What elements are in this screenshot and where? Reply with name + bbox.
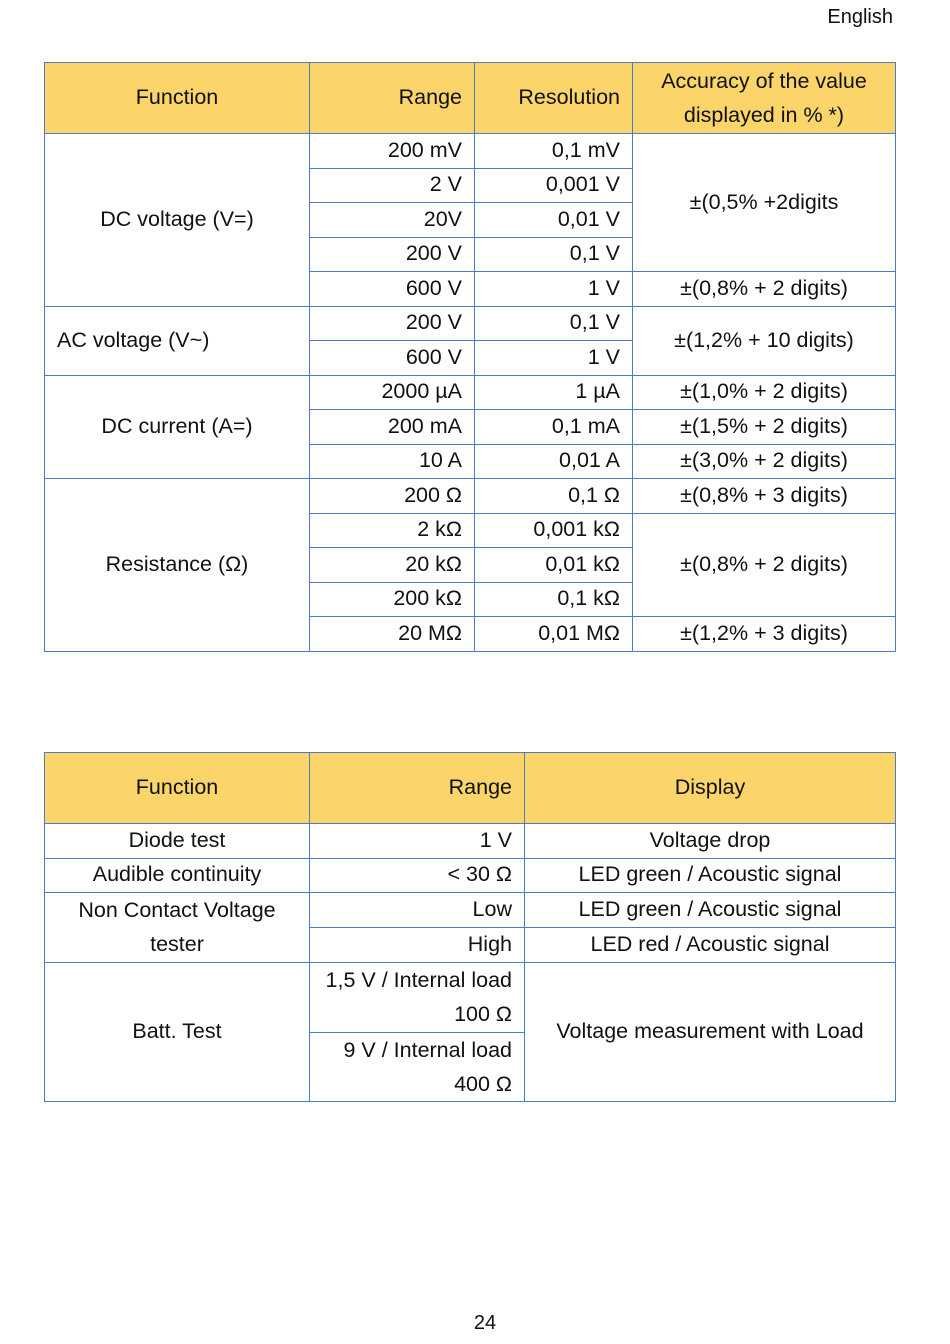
header-range: Range (310, 63, 475, 134)
range-cell: < 30 Ω (310, 858, 525, 893)
display-cell: LED red / Acoustic signal (525, 927, 896, 962)
display-cell: LED green / Acoustic signal (525, 893, 896, 928)
range-cell: 200 mA (310, 410, 475, 445)
table-row (45, 479, 896, 514)
range-cell: 600 V (310, 341, 475, 376)
accuracy-cell: ±(0,5% +2digits (633, 134, 896, 272)
header-accuracy: Accuracy of the value displayed in % *) (633, 63, 896, 134)
range-cell: Low (310, 893, 525, 928)
resolution-cell: 0,01 A (475, 444, 633, 479)
accuracy-cell: ±(0,8% + 2 digits) (633, 513, 896, 617)
range-cell: 2 kΩ (310, 513, 475, 548)
function-cell: Audible continuity (45, 858, 310, 893)
range-cell: 10 A (310, 444, 475, 479)
range-cell: 200 Ω (310, 479, 475, 514)
header-resolution: Resolution (475, 63, 633, 134)
accuracy-cell: ±(1,2% + 10 digits) (633, 306, 896, 375)
function-cell: Diode test (45, 824, 310, 859)
function-cell: DC current (A=) (45, 375, 310, 479)
table-row (45, 375, 896, 410)
accuracy-cell: ±(1,5% + 2 digits) (633, 410, 896, 445)
display-cell: Voltage measurement with Load (525, 962, 896, 1102)
function-cell: DC voltage (V=) (45, 134, 310, 307)
function-cell: AC voltage (V~) (45, 306, 310, 375)
range-cell: 200 V (310, 237, 475, 272)
language-label: English (827, 6, 893, 28)
resolution-cell: 0,01 MΩ (475, 617, 633, 652)
range-cell: 600 V (310, 272, 475, 307)
page-number: 24 (473, 1312, 497, 1334)
function-table (44, 752, 896, 1102)
range-cell: 200 kΩ (310, 582, 475, 617)
table-header-row (45, 63, 896, 134)
accuracy-cell: ±(3,0% + 2 digits) (633, 444, 896, 479)
range-cell: 1 V (310, 824, 525, 859)
function-cell: Resistance (Ω) (45, 479, 310, 652)
specification-table (44, 62, 896, 652)
header-display: Display (525, 753, 896, 824)
resolution-cell: 0,01 kΩ (475, 548, 633, 583)
table-row (45, 858, 896, 893)
range-cell: High (310, 927, 525, 962)
resolution-cell: 0,01 V (475, 203, 633, 238)
resolution-cell: 0,001 V (475, 168, 633, 203)
range-cell: 20 kΩ (310, 548, 475, 583)
table-row (45, 306, 896, 341)
range-cell: 2 V (310, 168, 475, 203)
resolution-cell: 1 µA (475, 375, 633, 410)
resolution-cell: 0,1 mV (475, 134, 633, 169)
range-cell: 2000 µA (310, 375, 475, 410)
accuracy-cell: ±(0,8% + 2 digits) (633, 272, 896, 307)
range-cell: 1,5 V / Internal load 100 Ω (310, 962, 525, 1032)
range-cell: 9 V / Internal load 400 Ω (310, 1032, 525, 1102)
resolution-cell: 1 V (475, 272, 633, 307)
accuracy-cell: ±(1,0% + 2 digits) (633, 375, 896, 410)
range-cell: 20V (310, 203, 475, 238)
resolution-cell: 0,1 Ω (475, 479, 633, 514)
range-cell: 200 V (310, 306, 475, 341)
resolution-cell: 0,1 mA (475, 410, 633, 445)
function-cell: Batt. Test (45, 962, 310, 1102)
table-row (45, 893, 896, 928)
resolution-cell: 0,1 V (475, 237, 633, 272)
function-cell: Non Contact Voltage tester (45, 893, 310, 963)
table-header-row (45, 753, 896, 824)
table-row (45, 962, 896, 1032)
accuracy-cell: ±(1,2% + 3 digits) (633, 617, 896, 652)
range-cell: 200 mV (310, 134, 475, 169)
range-cell: 20 MΩ (310, 617, 475, 652)
resolution-cell: 1 V (475, 341, 633, 376)
header-function: Function (45, 63, 310, 134)
display-cell: Voltage drop (525, 824, 896, 859)
accuracy-cell: ±(0,8% + 3 digits) (633, 479, 896, 514)
table-row (45, 824, 896, 859)
resolution-cell: 0,1 kΩ (475, 582, 633, 617)
table-row (45, 134, 896, 169)
display-cell: LED green / Acoustic signal (525, 858, 896, 893)
resolution-cell: 0,001 kΩ (475, 513, 633, 548)
header-function: Function (45, 753, 310, 824)
resolution-cell: 0,1 V (475, 306, 633, 341)
header-range: Range (310, 753, 525, 824)
